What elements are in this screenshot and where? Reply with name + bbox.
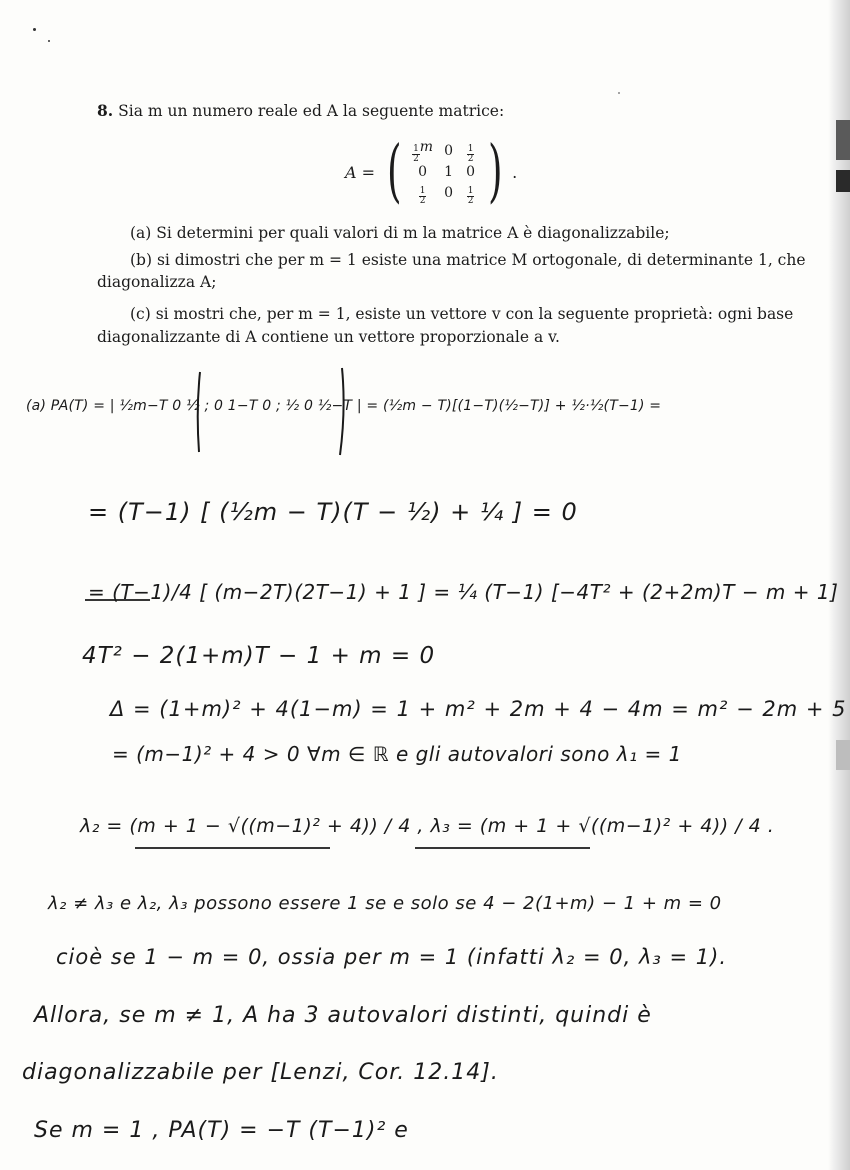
matrix-cell: $\frac{1}{2}$ [467,143,474,164]
matrix-cell: 1 [444,164,454,180]
matrix-cell: $\frac{1}{2}$ [419,185,426,206]
part-c-line1: (c) si mostri che, per m = 1, esiste un vettore v con la seguente proprietà: ogni base [130,305,794,323]
solution-line-7: λ₂ = (m + 1 − √((m−1)² + 4)) / 4 , λ₃ = (m + 1 + √((m−1)² + 4)) / 4 . [80,815,775,837]
matrix-cell: 0 [418,164,428,180]
solution-line-1: (a) PA(T) = | ½m−T 0 ½ ; 0 1−T 0 ; ½ 0 ½−T | = (½m − T)[(1−T)(½−T)] + ½·½(T−1) = [26,398,662,414]
solution-line-5: Δ = (1+m)² + 4(1−m) = 1 + m² + 2m + 4 − 4m = m² − 2m + 5 [110,697,847,721]
matrix-cell: 0 [444,185,454,201]
right-paren: ) [487,132,503,211]
solution-line-12: Se m = 1 , PA(T) = −T (T−1)² e [34,1118,409,1143]
left-paren: ( [387,132,402,211]
solution-line-4: 4T² − 2(1+m)T − 1 + m = 0 [82,643,436,669]
part-a: (a) Si determini per quali valori di m la matrice A è diagonalizzabile; [130,224,670,242]
solution-line-3: = (T−1)/4 [ (m−2T)(2T−1) + 1 ] = ¼ (T−1) [−4T² + (2+2m)T − m + 1] [88,580,839,604]
problem-number: 8. [97,101,114,120]
solution-line-9: cioè se 1 − m = 0, ossia per m = 1 (infatti λ₂ = 0, λ₃ = 1). [56,945,727,969]
solution-line-11: diagonalizzabile per [Lenzi, Cor. 12.14]. [22,1060,499,1085]
part-c-line2: diagonalizzante di A contiene un vettore proporzionale a v. [97,328,560,346]
matrix-cell: $\frac{1}{2}$ m [413,138,434,164]
solution-line-10: Allora, se m ≠ 1, A ha 3 autovalori distinti, quindi è [34,1003,652,1028]
matrix-cell: $\frac{1}{2}$ [467,185,474,206]
part-b-line1: (b) si dimostri che per m = 1 esiste una matrice M ortogonale, di determinante 1, che [130,251,806,269]
solution-line-6: = (m−1)² + 4 > 0 ∀m ∈ ℝ e gli autovalori sono λ₁ = 1 [112,742,682,766]
matrix-cell: 0 [444,143,454,159]
matrix-cell: 0 [466,164,476,180]
solution-line-2: = (T−1) [ (½m − T)(T − ½) + ¼ ] = 0 [88,498,578,526]
part-b-line2: diagonalizza A; [97,273,217,291]
problem-intro: Sia m un numero reale ed A la seguente matrice: [118,102,505,120]
solution-line-8: λ₂ ≠ λ₃ e λ₂, λ₃ possono essere 1 se e solo se 4 − 2(1+m) − 1 + m = 0 [48,893,722,914]
matrix-end: . [512,162,518,182]
matrix-lhs: A = [345,162,376,182]
